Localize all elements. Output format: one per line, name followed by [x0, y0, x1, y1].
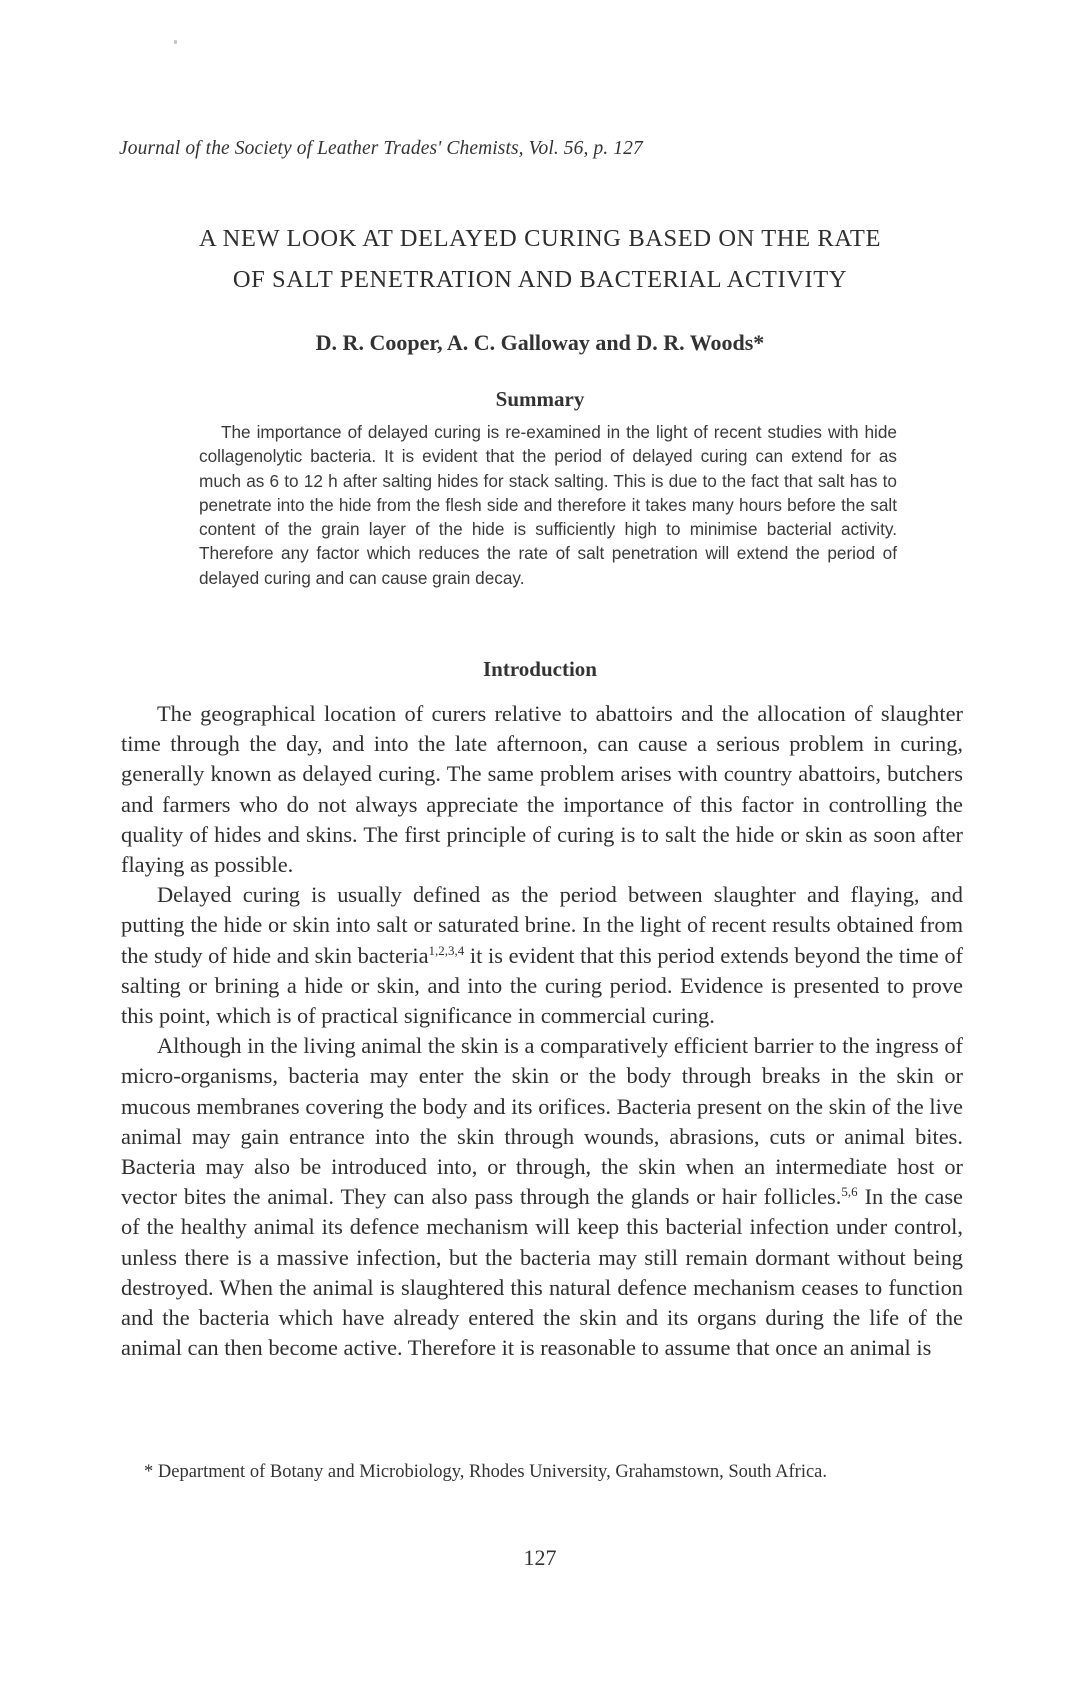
body-paragraph [121, 1031, 963, 1363]
paragraph-text: it is evident that this period extends beyond the time of salting or brining a hide or skin, and into the curing period. Evidence is presented to prove this point, which is of practical significance in commercial curing. [121, 942, 963, 1029]
paragraph-text: Delayed curing is usually defined as the period between slaughter and flaying, and putting the hide or skin into salt or saturated brine. In the light of recent results obtained from the study of hide and skin bacteria [121, 882, 963, 968]
article-authors: D. R. Cooper, A. C. Galloway and D. R. Woods* [315, 330, 765, 355]
page-number: 127 [523, 1545, 557, 1570]
scan-artifact [174, 40, 177, 44]
introduction-body [121, 699, 963, 1363]
footnote-marker: * [144, 1462, 154, 1482]
paragraph-text: The geographical location of curers relative to abattoirs and the allocation of slaughter time through the day, and into the late afternoon, can cause a serious problem in curing, generally known as delayed curing. The same problem arises with country abattoirs, butchers and farmers who do not always appreciate the importance of this factor in controlling the quality of hides and skins. The first principle of curing is to salt the hide or skin as soon after flaying as possible. [121, 701, 963, 878]
body-paragraph [121, 699, 963, 880]
citation-reference: 1,2,3,4 [428, 942, 465, 958]
journal-citation: Journal of the Society of Leather Trades' Chemists, Vol. 56, p. 127 [119, 138, 643, 159]
paragraph-text: Although in the living animal the skin is a comparatively efficient barrier to the ingress of micro-organisms, bacteria may enter the skin or the body through breaks in the skin or mucous membranes covering the body and its orifices. Bacteria present on the skin of the live animal may gain entrance into the skin through wounds, abrasions, cuts or animal bites. Bacteria may also be introduced into, or through, the skin when an intermediate host or vector bites the animal. They can also pass through the glands or hair follicles. [121, 1033, 963, 1210]
summary-text: The importance of delayed curing is re-examined in the light of recent studies with hide collagenolytic bacteria. It is evident that the period of delayed curing can extend for as much as 6 to 12 h after salting hides for stack salting. This is due to the fact that salt has to penetrate into the hide from the flesh side and therefore it takes many hours before the salt content of the grain layer of the hide is sufficiently high to minimise bacterial activity. Therefore any factor which reduces the rate of salt penetration will extend the period of delayed curing and can cause grain decay. [199, 422, 897, 588]
article-title [100, 218, 980, 300]
paragraph-text: In the case of the healthy animal its defence mechanism will keep this bacterial infection under control, unless there is a massive infection, but the bacteria may still remain dormant without being destroyed. When the animal is slaughtered this natural defence mechanism ceases to function and the bacteria which have already entered the skin and its organs during the life of the animal can then become active. Therefore it is reasonable to assume that once an animal is [121, 1184, 963, 1361]
introduction-heading: Introduction [483, 657, 597, 681]
body-paragraph [121, 880, 963, 1031]
citation-reference: 5,6 [841, 1184, 858, 1200]
article-title-line: OF SALT PENETRATION AND BACTERIAL ACTIVITY [232, 266, 848, 293]
summary-heading: Summary [495, 387, 585, 411]
article-title-line: A NEW LOOK AT DELAYED CURING BASED ON THE RATE [198, 225, 882, 252]
author-affiliation-footnote [121, 1458, 963, 1486]
footnote-text: Department of Botany and Microbiology, Rhodes University, Grahamstown, South Africa. [157, 1462, 828, 1482]
